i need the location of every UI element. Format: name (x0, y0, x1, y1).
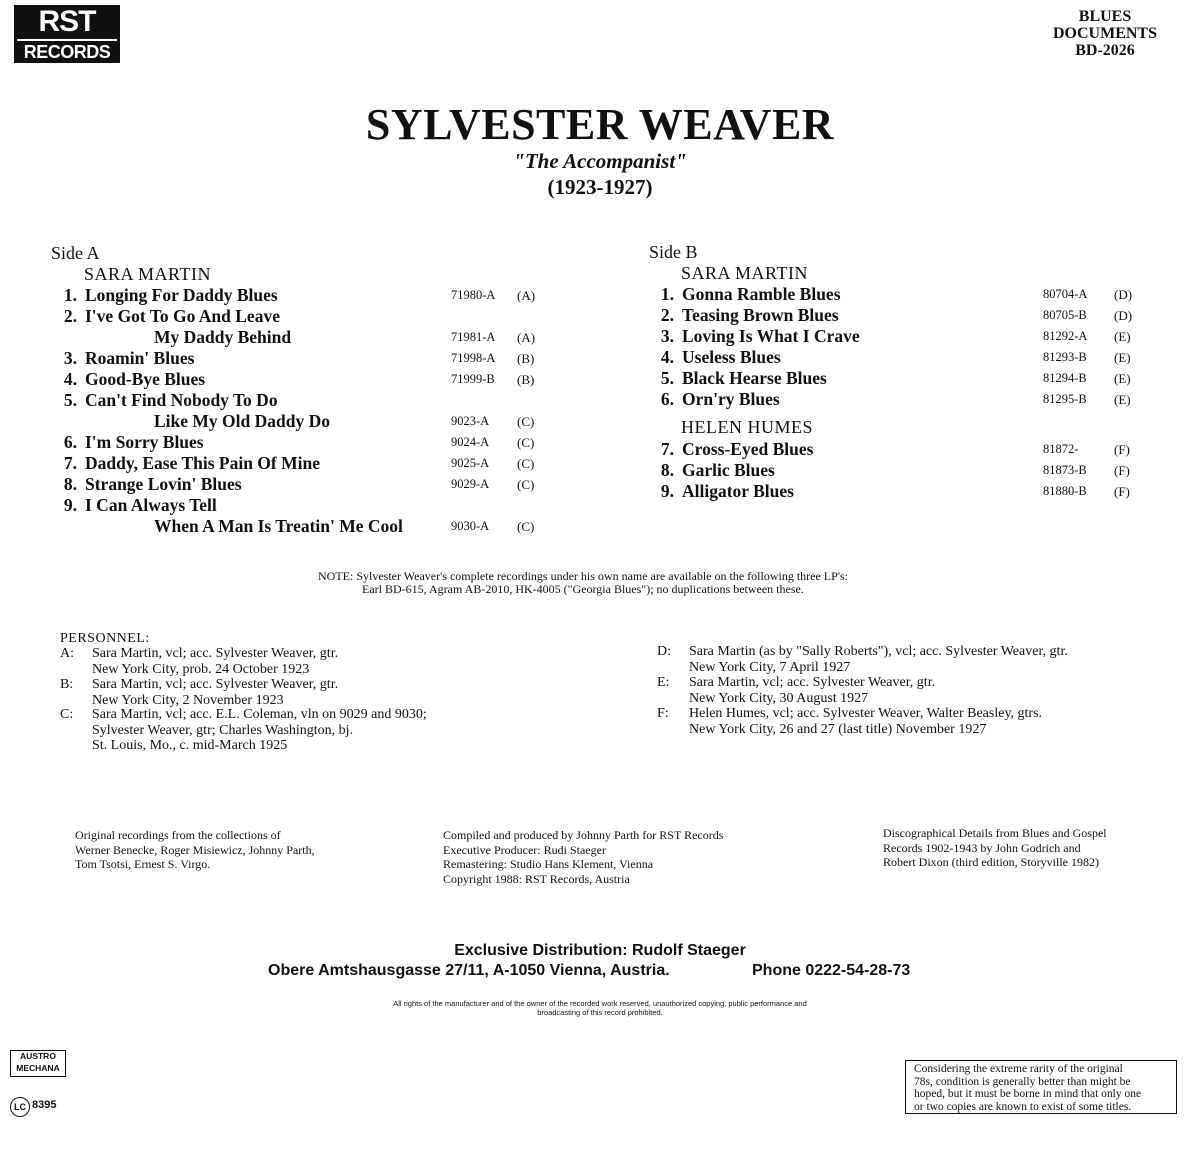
personnel-key: F: (657, 706, 669, 721)
track-number: 9. (660, 481, 674, 501)
label-code (10, 1097, 56, 1117)
rights-notice (0, 999, 1200, 1017)
credits-col1-line: Original recordings from the collections of (75, 828, 281, 842)
credits-col1-line: Werner Benecke, Roger Misiewicz, Johnny Parth, (75, 842, 315, 857)
condition-line: 78s, condition is generally better than might be (914, 1075, 1131, 1088)
credits-col3-line: Discographical Details from Blues and Gospel (883, 826, 1107, 840)
personnel-line: Helen Humes, vcl; acc. Sylvester Weaver, Walter Beasley, gtrs. (689, 706, 1043, 721)
rights-line-2: broadcasting of this record prohibited. (537, 1008, 663, 1017)
credits-col3-line: Records 1902-1943 by John Godrich and (883, 840, 1081, 855)
matrix-number: 81880-B (1043, 484, 1087, 498)
personnel-key: A: (60, 646, 74, 661)
matrix-number: 9024-A (451, 435, 490, 449)
track-title-text: Useless Blues (682, 347, 781, 367)
track-number: 1. (63, 285, 77, 305)
logo-top-text: RST (38, 5, 96, 38)
session-code: (B) (517, 351, 535, 366)
track-title-text: Longing For Daddy Blues (85, 285, 278, 305)
track-title (51, 306, 280, 327)
track-title (51, 390, 278, 411)
matrix-number: 9023-A (451, 414, 490, 428)
session-code: (F) (1114, 442, 1130, 457)
session-code: (F) (1114, 463, 1130, 478)
catalog-number (1030, 8, 1180, 59)
personnel-line: St. Louis, Mo., c. mid-March 1925 (92, 738, 288, 753)
side-a-artist: SARA MARTIN (84, 264, 211, 284)
session-code: (E) (1114, 371, 1131, 386)
track-title-text: Orn'ry Blues (682, 389, 780, 409)
austro-mechana-badge (10, 1050, 66, 1077)
track-number: 6. (660, 389, 674, 409)
track-title (51, 453, 320, 474)
track-title-text: Roamin' Blues (85, 348, 195, 368)
austro-line-1: AUSTRO (20, 1051, 56, 1061)
matrix-number: 81293-B (1043, 350, 1087, 364)
catalog-line-3: BD-2026 (1075, 42, 1135, 59)
matrix-number: 9029-A (451, 477, 490, 491)
condition-note-box (905, 1060, 1177, 1114)
album-subtitle: "The Accompanist" (513, 149, 687, 173)
track-title-continued: Like My Old Daddy Do (154, 411, 330, 431)
rights-line-1: All rights of the manufacturer and of the owner of the recorded work reserved, unauthorized copying, public performance and (393, 999, 807, 1008)
side-b-artist-2: HELEN HUMES (681, 417, 813, 437)
track-title-text: I've Got To Go And Leave (85, 306, 280, 326)
rst-records-logo (14, 5, 120, 63)
austro-line-2: MECHANA (16, 1062, 60, 1073)
track-title-text: Good-Bye Blues (85, 369, 206, 389)
track-title-text: Can't Find Nobody To Do (85, 390, 278, 410)
matrix-number: 9030-A (451, 519, 490, 533)
matrix-number: 71998-A (451, 351, 496, 365)
credits-col3-line: Robert Dixon (third edition, Storyville 1982) (883, 855, 1099, 869)
track-number: 5. (660, 368, 674, 388)
personnel-line: Sylvester Weaver, gtr; Charles Washington, bj. (92, 722, 354, 738)
track-number: 9. (63, 495, 77, 515)
track-title-continued: My Daddy Behind (154, 327, 292, 347)
condition-line: hoped, but it must be borne in mind that only one (914, 1088, 1142, 1100)
matrix-number: 80705-B (1043, 308, 1087, 322)
personnel-line: Sara Martin, vcl; acc. Sylvester Weaver, gtr. (689, 675, 936, 690)
catalog-line-2: DOCUMENTS (1052, 25, 1157, 42)
track-number: 3. (63, 348, 77, 368)
personnel-line: Sara Martin, vcl; acc. E.L. Coleman, vln on 9029 and 9030; (92, 707, 427, 722)
track-number: 5. (63, 390, 77, 410)
credits-col2-line: Copyright 1988: RST Records, Austria (443, 871, 630, 886)
note-line-1: NOTE: Sylvester Weaver's complete recordings under his own name are available on the following three LP's: (318, 569, 848, 583)
credits-col1-line: Tom Tsotsi, Ernest S. Virgo. (75, 857, 211, 871)
track-number: 1. (660, 284, 674, 304)
session-code: (C) (517, 435, 535, 450)
credits-col2-line: Compiled and produced by Johnny Parth for RST Records (443, 828, 724, 842)
matrix-number: 71999-B (451, 372, 495, 386)
session-code: (E) (1114, 392, 1131, 407)
personnel-key: D: (657, 644, 671, 659)
track-title-text: I Can Always Tell (85, 495, 217, 515)
distribution-address: Obere Amtshausgasse 27/11, A-1050 Vienna, Austria. (268, 962, 670, 979)
matrix-number: 81294-B (1043, 371, 1087, 385)
distribution-phone: Phone 0222-54-28-73 (752, 962, 911, 979)
session-code: (E) (1114, 329, 1131, 344)
credits-discography (883, 826, 1107, 870)
track-title (648, 284, 841, 305)
personnel-line: New York City, 2 November 1923 (92, 692, 284, 708)
condition-line: Considering the extreme rarity of the original (914, 1063, 1123, 1075)
personnel-line: Sara Martin, vcl; acc. Sylvester Weaver, gtr. (92, 646, 339, 661)
catalog-line-1: BLUES (1078, 8, 1132, 25)
track-title-text: Strange Lovin' Blues (85, 474, 242, 494)
track-number: 2. (63, 306, 77, 326)
album-artist-title: SYLVESTER WEAVER (365, 100, 835, 149)
personnel-line: Sara Martin, vcl; acc. Sylvester Weaver, gtr. (92, 677, 339, 692)
matrix-number: 81872- (1043, 442, 1079, 456)
session-code: (C) (517, 414, 535, 429)
track-number: 6. (63, 432, 77, 452)
credits-collections (75, 828, 315, 872)
track-title (51, 285, 278, 306)
matrix-number: 71980-A (451, 288, 496, 302)
personnel-line: New York City, prob. 24 October 1923 (92, 661, 310, 677)
track-title (648, 439, 813, 460)
matrix-number: 81292-A (1043, 329, 1088, 343)
session-code: (A) (517, 330, 536, 345)
session-code: (F) (1114, 484, 1130, 499)
matrix-number: 80704-A (1043, 287, 1088, 301)
track-title-text: Daddy, Ease This Pain Of Mine (85, 453, 321, 473)
track-number: 4. (660, 347, 674, 367)
personnel-line: New York City, 7 April 1927 (689, 659, 851, 675)
track-title-continued: When A Man Is Treatin' Me Cool (154, 516, 403, 536)
track-title-text: Loving Is What I Crave (682, 326, 860, 346)
session-code: (C) (517, 477, 535, 492)
label-code-mark: LC (10, 1097, 30, 1117)
track-title-text: Gonna Ramble Blues (682, 284, 841, 304)
track-number: 2. (660, 305, 674, 325)
credits-col2-line: Executive Producer: Rudi Staeger (443, 842, 606, 857)
track-number: 8. (63, 474, 77, 494)
personnel-line: New York City, 26 and 27 (last title) November 1927 (689, 721, 987, 737)
track-title (648, 368, 827, 389)
track-title (648, 389, 780, 410)
matrix-number: 9025-A (451, 456, 490, 470)
personnel-key: C: (60, 707, 74, 722)
session-code: (D) (1114, 287, 1133, 302)
track-title (51, 369, 205, 390)
condition-line: or two copies are known to exist of some titles. (914, 1100, 1132, 1113)
track-number: 7. (63, 453, 77, 473)
track-title-text: Cross-Eyed Blues (682, 439, 814, 459)
track-title (51, 495, 217, 516)
credits-production (443, 828, 723, 886)
personnel-key: E: (657, 675, 670, 690)
session-code: (A) (517, 288, 536, 303)
label-code-number: 8395 (32, 1099, 57, 1111)
side-a-label: Side A (51, 243, 100, 263)
track-title (648, 305, 839, 326)
credits-col2-line: Remastering: Studio Hans Klement, Vienna (443, 857, 654, 871)
track-title-text: Alligator Blues (682, 481, 794, 501)
personnel-line: Sara Martin (as by "Sally Roberts"), vcl; acc. Sylvester Weaver, gtr. (689, 644, 1068, 659)
track-title (51, 474, 242, 495)
personnel-line: New York City, 30 August 1927 (689, 690, 869, 706)
session-code: (C) (517, 519, 535, 534)
distribution-line: Exclusive Distribution: Rudolf Staeger (454, 942, 746, 959)
matrix-number: 81873-B (1043, 463, 1087, 477)
track-number: 3. (660, 326, 674, 346)
personnel-key: B: (60, 677, 74, 692)
personnel-heading: PERSONNEL: (60, 631, 150, 646)
note-line-2: Earl BD-615, Agram AB-2010, HK-4005 ("Georgia Blues"); no duplications between these. (362, 582, 804, 596)
track-title-text: I'm Sorry Blues (85, 432, 204, 452)
track-title (648, 347, 781, 368)
track-number: 7. (660, 439, 674, 459)
session-code: (B) (517, 372, 535, 387)
matrix-number: 71981-A (451, 330, 496, 344)
track-title (648, 460, 775, 481)
track-number: 4. (63, 369, 77, 389)
side-b-label: Side B (649, 242, 698, 262)
track-title (51, 432, 204, 453)
matrix-number: 81295-B (1043, 392, 1087, 406)
track-title (648, 326, 860, 347)
session-code: (C) (517, 456, 535, 471)
album-years: (1923-1927) (547, 175, 653, 199)
track-title-text: Black Hearse Blues (682, 368, 827, 388)
session-code: (D) (1114, 308, 1133, 323)
track-number: 8. (660, 460, 674, 480)
track-title-text: Teasing Brown Blues (682, 305, 839, 325)
side-b-artist-1: SARA MARTIN (681, 263, 808, 283)
logo-divider (17, 39, 117, 41)
track-title (51, 348, 194, 369)
track-title-text: Garlic Blues (682, 460, 775, 480)
session-code: (E) (1114, 350, 1131, 365)
logo-bottom-text: RECORDS (23, 42, 111, 62)
track-title (648, 481, 794, 502)
